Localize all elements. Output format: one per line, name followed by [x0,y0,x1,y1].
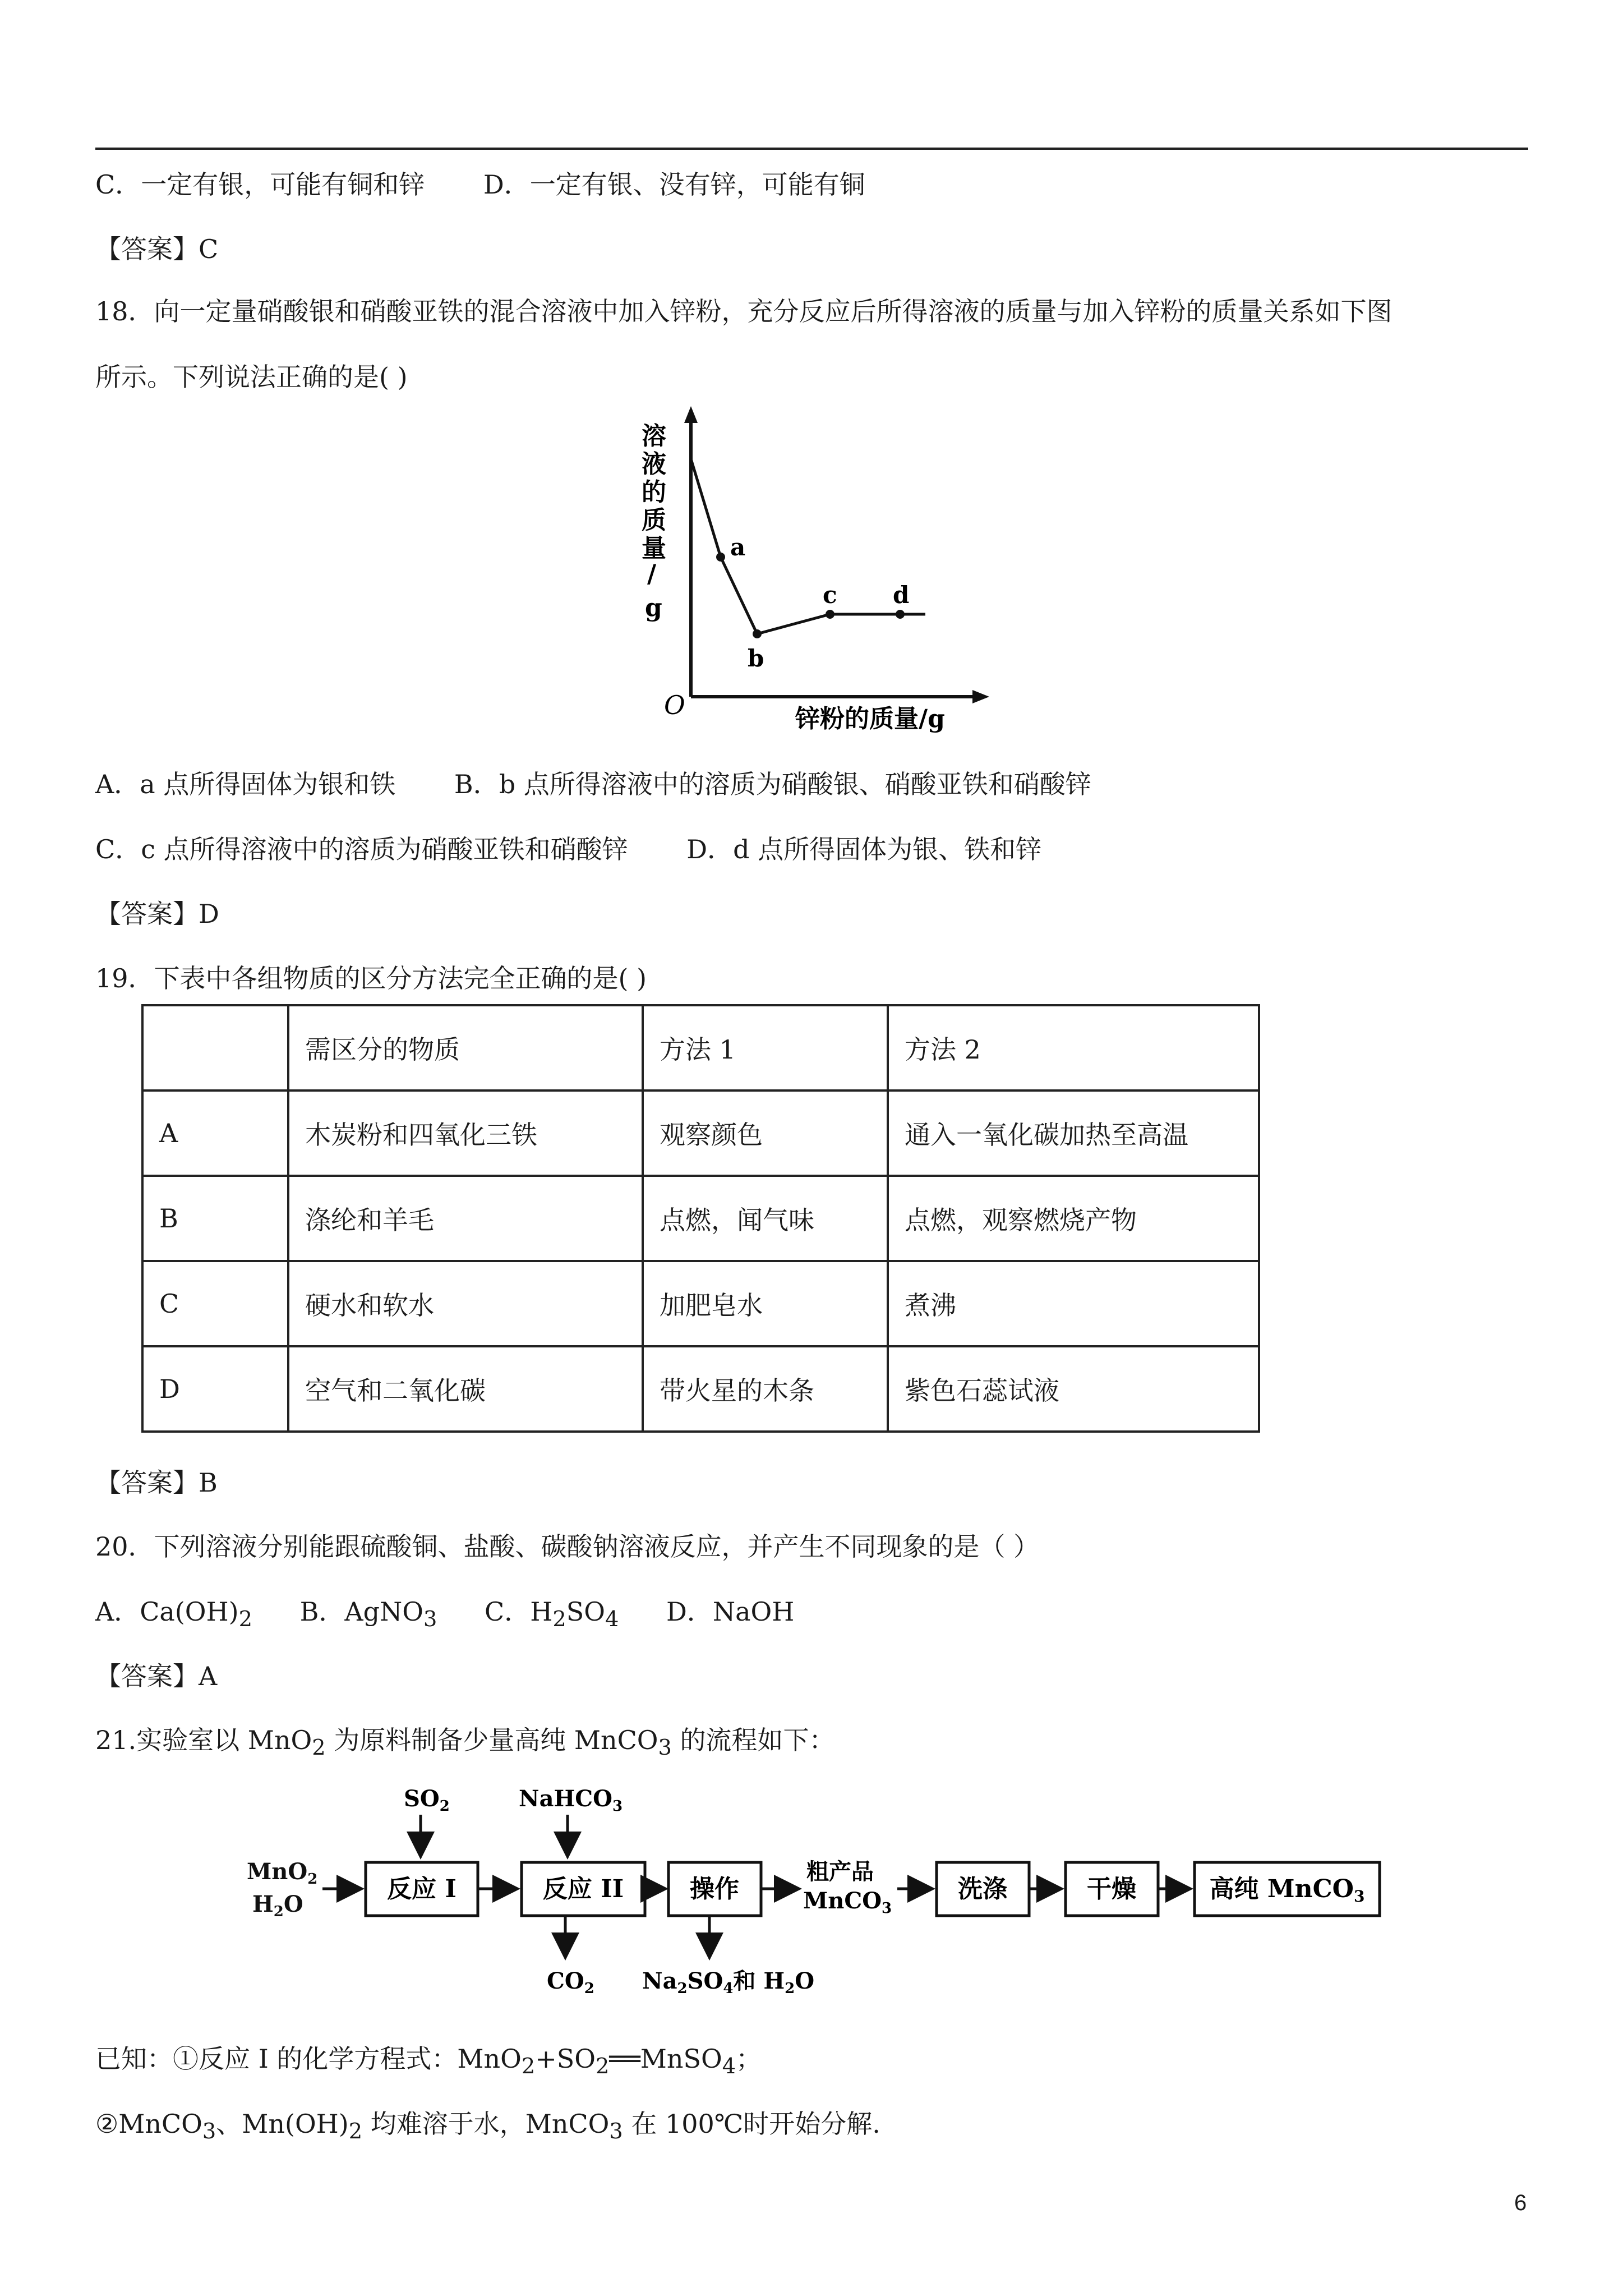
subscript: 3 [609,2119,623,2145]
q18-stem-line2: 所示。下列说法正确的是( ) [95,362,408,392]
table-cell: 通入一氧化碳加热至高温 [888,1091,1259,1176]
q17-answer: 【答案】C [95,234,219,264]
q18-stem-line1: 18．向一定量硝酸银和硝酸亚铁的混合溶液中加入锌粉，充分反应后所得溶液的质量与加入锌粉的质量关系如下图 [95,296,1393,326]
q21-known-2 [95,2107,880,2148]
subscript: 2 [521,2054,536,2079]
subscript: 2 [596,2054,610,2079]
known-2-text: ②MnCO [95,2109,202,2139]
subscript: 2 [552,1607,566,1632]
graph-point-d [896,610,905,619]
table-cell: C [142,1261,288,1346]
q17-option-d: D．一定有银、没有锌，可能有铜 [483,169,865,200]
known-1-text: +SO [535,2044,596,2074]
known-2-text: 均难溶于水，MnCO [362,2109,610,2139]
table-header-cell [142,1005,288,1091]
flow-reagent-nahco3: NaHCO$_3$ [519,1786,623,1815]
q19-comparison-table [141,1004,1260,1433]
y-axis-char-1: 溶 [642,422,666,450]
known-2-text: 在 100℃时开始分解. [623,2109,880,2139]
flow-output-na2so4-h2o: $Na_2SO_4$和 $H_2O$ [642,1968,815,1997]
table-cell: 木炭粉和四氧化三铁 [288,1091,643,1176]
y-axis-char-4: 质 [642,506,666,535]
flow-crude-label: 粗产品 [806,1858,874,1885]
q21-stem-text-3: 的流程如下： [671,1725,835,1755]
q21-stem [95,1723,835,1765]
table-row [142,1261,1259,1346]
q18-option-c: C．c 点所得溶液中的溶质为硝酸亚铁和硝酸锌 [95,834,628,864]
q17-options-cd [95,168,865,201]
subscript: 2 [348,2119,363,2145]
table-cell: 空气和二氧化碳 [288,1346,643,1432]
flow-box-dry-label: 干燥 [1087,1875,1136,1903]
table-cell: 观察颜色 [643,1091,888,1176]
x-axis-label: 锌粉的质量/g [795,705,945,733]
graph-label-d: d [893,581,910,609]
subscript: 4 [605,1607,619,1632]
graph-label-c: c [823,581,837,609]
q18-option-a: A．a 点所得固体为银和铁 [95,769,396,799]
q18-graph [639,404,1009,746]
flow-crude-mnco3: MnCO$_3$ [803,1888,892,1917]
table-cell: A [142,1091,288,1176]
graph-label-b: b [748,645,764,672]
q18-options-cd [95,832,1041,866]
table-cell: 点燃，观察燃烧产物 [888,1176,1259,1261]
q17-option-c: C．一定有银，可能有铜和锌 [95,169,425,200]
graph-origin-label: O [664,690,685,720]
table-cell: 紫色石蕊试液 [888,1346,1259,1432]
subscript: 3 [658,1735,672,1761]
subscript: 3 [423,1607,437,1632]
table-cell: 点燃，闻气味 [643,1176,888,1261]
q20-options [95,1595,794,1636]
header-rule [95,148,1528,150]
q18-answer: 【答案】D [95,899,219,929]
table-cell: D [142,1346,288,1432]
y-axis-char-7: g [645,593,662,622]
table-cell: 硬水和软水 [288,1261,643,1346]
table-cell: 带火星的木条 [643,1346,888,1432]
known-1-text: 已知：①反应 I 的化学方程式：MnO [95,2044,522,2074]
flow-output-co2: $CO_2$ [547,1968,594,1997]
q21-flow-diagram [236,1773,1402,2014]
table-header-row [142,1005,1259,1091]
q21-known-1 [95,2042,762,2083]
graph-point-b [753,629,762,638]
flow-reagent-so2: $SO_2$ [404,1786,450,1815]
q20-option-a-text: A．Ca(OH) [95,1596,239,1627]
q18-option-d: D．d 点所得固体为银、铁和锌 [686,834,1042,864]
y-axis-char-6: / [647,560,657,588]
flow-box-operation-label: 操作 [690,1875,739,1903]
table-cell: 煮沸 [888,1261,1259,1346]
subscript: 2 [238,1607,252,1632]
table-cell: B [142,1176,288,1261]
q20-option-d: D．NaOH [666,1596,795,1627]
table-header-cell: 方法 2 [888,1005,1259,1091]
y-axis-char-5: 量 [642,534,666,563]
q20-option-c-text-2: SO [566,1596,605,1627]
graph-point-a [716,553,725,562]
flow-input-h2o: $H_2O$ [252,1891,303,1920]
subscript: 2 [312,1735,326,1761]
q18-option-b: B．b 点所得溶液中的溶质为硝酸银、硝酸亚铁和硝酸锌 [454,769,1091,799]
q20-option-b-text: B．AgNO [299,1596,424,1627]
y-axis-char-3: 的 [642,478,666,507]
table-row [142,1176,1259,1261]
known-1-text: ； [736,2044,762,2074]
q20-option-c-text: C．H [485,1596,553,1627]
q21-stem-text-1: 21.实验室以 MnO [95,1725,312,1755]
table-header-cell: 需区分的物质 [288,1005,643,1091]
flow-box-reaction-2-label: 反应 II [542,1875,624,1903]
table-cell: 涤纶和羊毛 [288,1176,643,1261]
q20-stem: 20．下列溶液分别能跟硫酸铜、盐酸、碳酸钠溶液反应，并产生不同现象的是（ ） [95,1531,1040,1562]
flow-input-mno2: MnO$_2$ [247,1858,318,1888]
q19-stem: 19．下表中各组物质的区分方法完全正确的是( ) [95,963,647,993]
table-row [142,1346,1259,1432]
q20-option-b [300,1595,437,1636]
q20-option-a [95,1595,252,1636]
table-row [142,1091,1259,1176]
subscript: 3 [202,2119,216,2145]
flow-box-wash-label: 洗涤 [958,1875,1007,1903]
y-axis-char-2: 液 [642,450,666,478]
q18-options-ab [95,767,1091,801]
table-header-cell: 方法 1 [643,1005,888,1091]
q21-stem-text-2: 为原料制备少量高纯 MnCO [325,1725,658,1755]
graph-point-c [826,610,834,619]
known-2-text: 、Mn(OH) [216,2109,349,2139]
flow-box-reaction-1-label: 反应 I [387,1875,457,1903]
q20-answer: 【答案】A [95,1661,218,1691]
page-number: 6 [1514,2191,1527,2215]
table-cell: 加肥皂水 [643,1261,888,1346]
q19-answer: 【答案】B [95,1467,218,1498]
known-1-text: ══MnSO [609,2044,722,2074]
flow-box-product-label: 高纯 MnCO3 [1209,1875,1365,1906]
q20-option-c [485,1595,619,1636]
subscript: 4 [722,2054,736,2079]
graph-label-a: a [730,533,746,561]
